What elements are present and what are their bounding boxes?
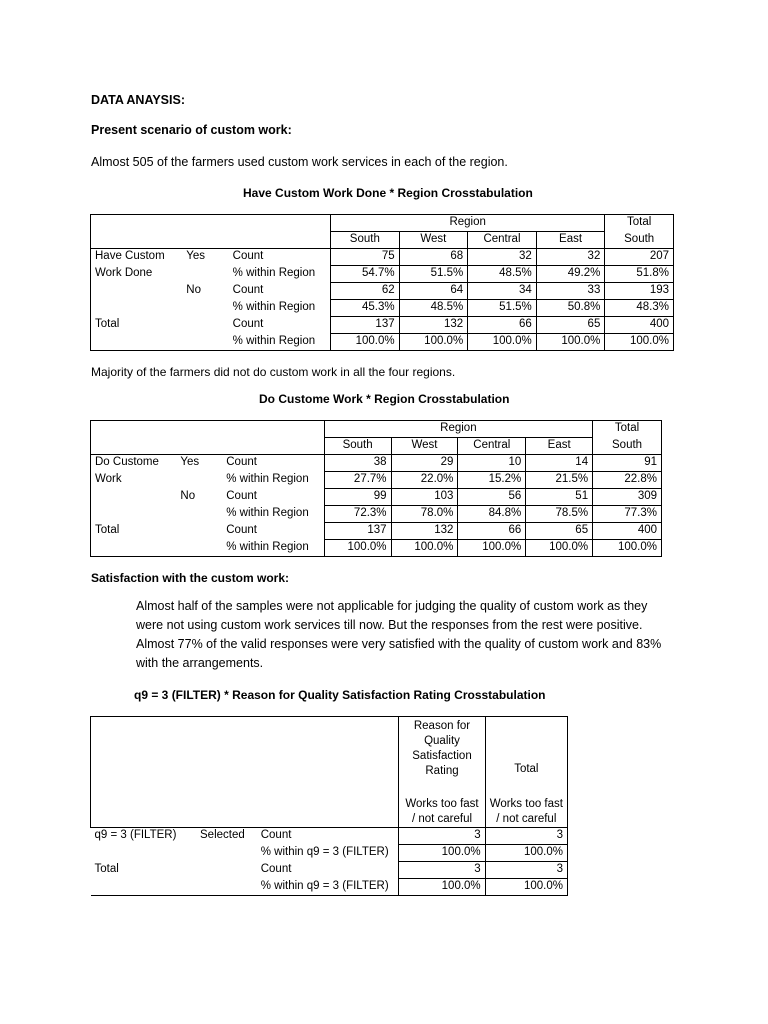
table2-title: Do Custome Work * Region Crosstabulation bbox=[259, 392, 510, 406]
cell: 100.0% bbox=[324, 540, 391, 557]
cell: 3 bbox=[485, 862, 567, 879]
cell: 51.5% bbox=[399, 266, 468, 283]
table-row bbox=[91, 300, 674, 317]
cell: 48.5% bbox=[468, 266, 537, 283]
table-row bbox=[91, 249, 674, 266]
reason-header-line: Reason for bbox=[413, 720, 471, 732]
col-works-too-fast bbox=[399, 795, 485, 828]
cell: 100.0% bbox=[485, 845, 567, 862]
paragraph-line: with the arrangements. bbox=[136, 656, 264, 670]
cell: 22.0% bbox=[391, 472, 458, 489]
cell: 14 bbox=[526, 455, 593, 472]
cell: 29 bbox=[391, 455, 458, 472]
heading-data-analysis: DATA ANAYSIS: bbox=[91, 93, 185, 107]
reason-header-line: Rating bbox=[425, 765, 459, 777]
cell: 62 bbox=[331, 283, 400, 300]
cell: 68 bbox=[399, 249, 468, 266]
cell: 66 bbox=[458, 523, 526, 540]
col-east: East bbox=[526, 438, 593, 455]
heading-present-scenario: Present scenario of custom work: bbox=[91, 123, 292, 137]
table-row bbox=[91, 455, 662, 472]
paragraph-line: were not using custom work services till now. But the responses from the rest were positive. bbox=[136, 618, 643, 632]
row-total: Total bbox=[95, 317, 120, 330]
row-stat: Count bbox=[222, 455, 324, 472]
cell: 50.8% bbox=[536, 300, 605, 317]
col-total-south: South bbox=[593, 438, 662, 455]
row-stat: Count bbox=[226, 523, 257, 536]
row-stat: % within q9 = 3 (FILTER) bbox=[257, 879, 399, 896]
row-filter: q9 = 3 (FILTER) bbox=[91, 828, 197, 845]
col-west: West bbox=[399, 232, 468, 249]
table-row bbox=[91, 879, 568, 896]
cell: 3 bbox=[399, 862, 485, 879]
cell: 100.0% bbox=[526, 540, 593, 557]
table-row bbox=[91, 523, 662, 540]
table-row bbox=[91, 317, 674, 334]
col-west: West bbox=[391, 438, 458, 455]
row-no: No bbox=[186, 283, 201, 296]
col-east: East bbox=[536, 232, 605, 249]
cell: 56 bbox=[458, 489, 526, 506]
cell: 100.0% bbox=[399, 879, 485, 896]
table1-title: Have Custom Work Done * Region Crosstabulation bbox=[243, 186, 533, 200]
paragraph-line: Almost 77% of the valid responses were very satisfied with the quality of custom work and 83% bbox=[136, 637, 662, 651]
table-row bbox=[91, 862, 568, 879]
table3-title: q9 = 3 (FILTER) * Reason for Quality Satisfaction Rating Crosstabulation bbox=[134, 688, 546, 702]
row-stat: % within Region bbox=[232, 334, 316, 347]
reason-header bbox=[399, 717, 485, 780]
col-south: South bbox=[331, 232, 400, 249]
row-label: Work bbox=[95, 472, 122, 485]
row-stat: Count bbox=[226, 489, 257, 502]
row-stat: Count bbox=[229, 249, 331, 266]
cell: 72.3% bbox=[324, 506, 391, 523]
cell: 400 bbox=[605, 317, 674, 334]
cell: 27.7% bbox=[324, 472, 391, 489]
cell: 100.0% bbox=[485, 879, 567, 896]
table-row bbox=[91, 845, 568, 862]
row-stat: % within Region bbox=[226, 506, 309, 519]
heading-satisfaction: Satisfaction with the custom work: bbox=[91, 571, 290, 585]
col-header-line: / not careful bbox=[411, 813, 473, 825]
cell: 65 bbox=[536, 317, 605, 334]
cell: 48.5% bbox=[399, 300, 468, 317]
cell: 54.7% bbox=[331, 266, 400, 283]
cell: 49.2% bbox=[536, 266, 605, 283]
cell: 34 bbox=[468, 283, 537, 300]
cell: 100.0% bbox=[605, 334, 674, 351]
cell: 100.0% bbox=[458, 540, 526, 557]
cell: 400 bbox=[593, 523, 662, 540]
row-no: No bbox=[180, 489, 196, 502]
cell: 100.0% bbox=[331, 334, 400, 351]
total-header: Total bbox=[485, 717, 567, 780]
table-row bbox=[91, 283, 674, 300]
row-yes: Yes bbox=[182, 249, 228, 266]
table-row bbox=[91, 472, 662, 489]
row-stat: Count bbox=[232, 317, 264, 330]
cell: 3 bbox=[399, 828, 485, 845]
row-stat: % within Region bbox=[232, 266, 316, 279]
table-row bbox=[91, 489, 662, 506]
cell: 207 bbox=[605, 249, 674, 266]
cell: 100.0% bbox=[391, 540, 458, 557]
row-selected: Selected bbox=[196, 828, 257, 845]
row-stat: % within q9 = 3 (FILTER) bbox=[260, 845, 389, 858]
reason-header-line: Satisfaction bbox=[412, 750, 472, 762]
cell: 10 bbox=[458, 455, 526, 472]
satisfaction-paragraph bbox=[136, 597, 696, 673]
row-stat: % within Region bbox=[226, 540, 309, 553]
cell: 3 bbox=[485, 828, 567, 845]
cell: 51.5% bbox=[468, 300, 537, 317]
cell: 75 bbox=[331, 249, 400, 266]
cell: 51 bbox=[526, 489, 593, 506]
col-central: Central bbox=[458, 438, 526, 455]
col-header-line: / not careful bbox=[496, 813, 557, 825]
col-south: South bbox=[324, 438, 391, 455]
intro-text: Almost 505 of the farmers used custom work services in each of the region. bbox=[91, 155, 508, 169]
cell: 100.0% bbox=[593, 540, 662, 557]
table-row bbox=[91, 540, 662, 557]
cell: 91 bbox=[593, 455, 662, 472]
row-stat: % within Region bbox=[232, 300, 316, 313]
cell: 45.3% bbox=[331, 300, 400, 317]
crosstab-table-3 bbox=[90, 716, 568, 896]
cell: 15.2% bbox=[458, 472, 526, 489]
note-majority: Majority of the farmers did not do custom work in all the four regions. bbox=[91, 365, 456, 379]
cell: 132 bbox=[399, 317, 468, 334]
table-row bbox=[91, 506, 662, 523]
row-total: Total bbox=[94, 862, 119, 875]
col-header-line: Works too fast bbox=[489, 798, 563, 810]
row-stat: Count bbox=[232, 283, 264, 296]
row-total: Total bbox=[95, 523, 120, 536]
row-label: Work Done bbox=[95, 266, 153, 279]
cell: 33 bbox=[536, 283, 605, 300]
row-yes: Yes bbox=[176, 455, 222, 472]
cell: 137 bbox=[331, 317, 400, 334]
cell: 38 bbox=[324, 455, 391, 472]
paragraph-line: Almost half of the samples were not applicable for judging the quality of custom work as they bbox=[136, 599, 648, 613]
cell: 78.5% bbox=[526, 506, 593, 523]
cell: 100.0% bbox=[468, 334, 537, 351]
col-total-south: South bbox=[605, 232, 674, 249]
cell: 22.8% bbox=[593, 472, 662, 489]
table-row bbox=[91, 828, 568, 845]
region-header: Region bbox=[324, 421, 592, 438]
cell: 99 bbox=[324, 489, 391, 506]
cell: 65 bbox=[526, 523, 593, 540]
cell: 103 bbox=[391, 489, 458, 506]
total-header: Total bbox=[605, 215, 674, 232]
reason-header-line: Quality bbox=[424, 735, 460, 747]
row-stat: Count bbox=[257, 828, 399, 845]
cell: 137 bbox=[324, 523, 391, 540]
cell: 193 bbox=[605, 283, 674, 300]
crosstab-table-2 bbox=[90, 420, 662, 557]
cell: 84.8% bbox=[458, 506, 526, 523]
cell: 77.3% bbox=[593, 506, 662, 523]
cell: 66 bbox=[468, 317, 537, 334]
cell: 132 bbox=[391, 523, 458, 540]
cell: 78.0% bbox=[391, 506, 458, 523]
cell: 100.0% bbox=[399, 845, 485, 862]
region-header: Region bbox=[331, 215, 605, 232]
table-row bbox=[91, 266, 674, 283]
crosstab-table-1 bbox=[90, 214, 674, 351]
cell: 32 bbox=[468, 249, 537, 266]
row-stat: Count bbox=[260, 862, 292, 875]
col-total-works-too-fast bbox=[485, 795, 567, 828]
cell: 51.8% bbox=[605, 266, 674, 283]
cell: 48.3% bbox=[605, 300, 674, 317]
total-header: Total bbox=[593, 421, 662, 438]
row-stat: % within Region bbox=[226, 472, 309, 485]
cell: 100.0% bbox=[399, 334, 468, 351]
cell: 100.0% bbox=[536, 334, 605, 351]
row-label: Have Custom bbox=[91, 249, 183, 266]
col-central: Central bbox=[468, 232, 537, 249]
cell: 21.5% bbox=[526, 472, 593, 489]
cell: 64 bbox=[399, 283, 468, 300]
col-header-line: Works too fast bbox=[405, 798, 479, 810]
row-label: Do Custome bbox=[91, 455, 177, 472]
table-row bbox=[91, 334, 674, 351]
cell: 32 bbox=[536, 249, 605, 266]
cell: 309 bbox=[593, 489, 662, 506]
